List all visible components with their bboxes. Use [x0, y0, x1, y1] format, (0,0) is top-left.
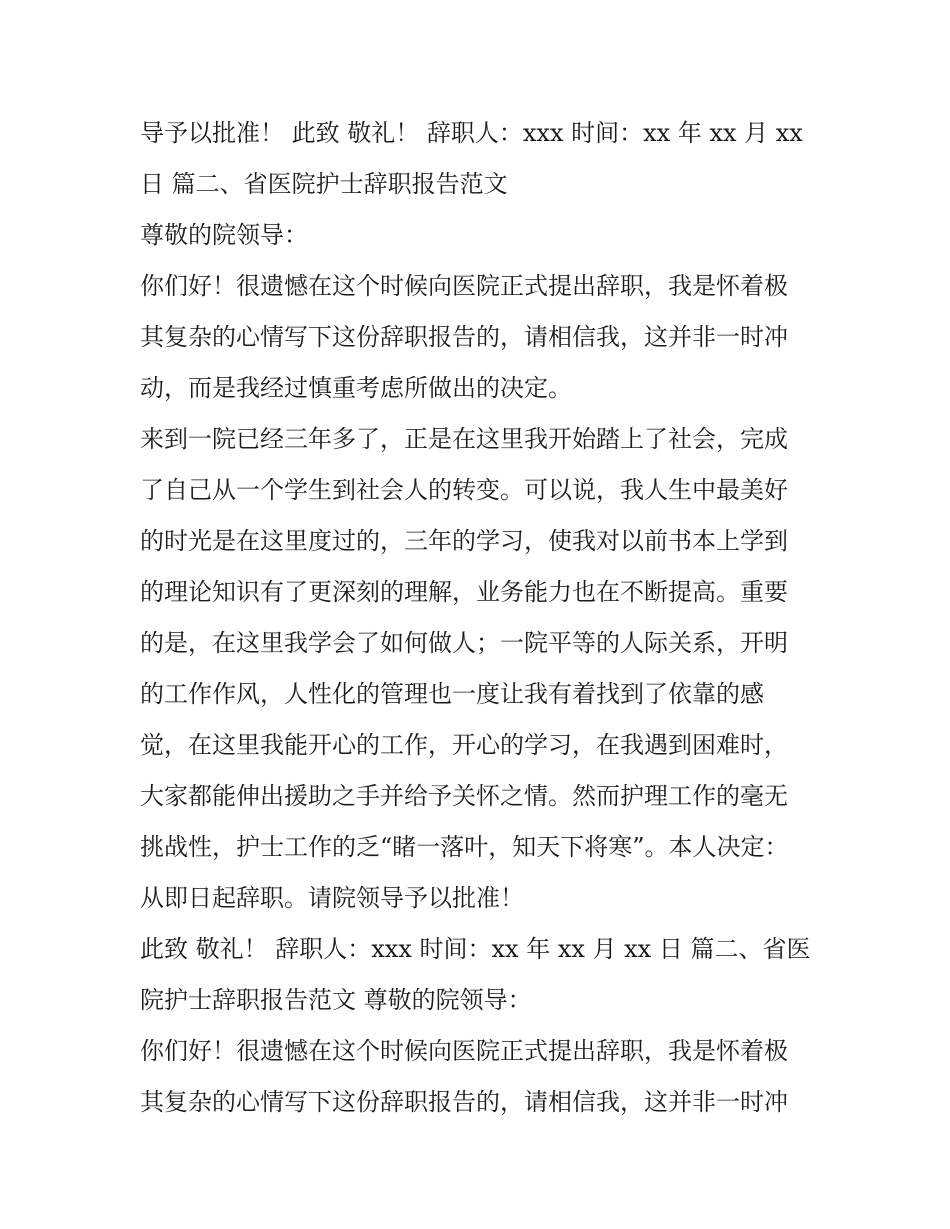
text-line: 你们好！很遗憾在这个时候向医院正式提出辞职，我是怀着极 [140, 271, 788, 300]
text-line: 了自己从一个学生到社会人的转变。可以说，我人生中最美好 [140, 475, 788, 504]
text-line: 此致 敬礼！ 辞职人：xxx 时间：xx 年 xx 月 xx 日 篇二、省医 [140, 934, 811, 963]
document-body [140, 108, 820, 1128]
text-line: 挑战性，护士工作的乏“睹一落叶，知天下将寒”。本人决定： [140, 832, 789, 861]
text-line: 的理论知识有了更深刻的理解，业务能力也在不断提高。重要 [140, 577, 788, 606]
text-line: 你们好！很遗憾在这个时候向医院正式提出辞职，我是怀着极 [140, 1036, 788, 1065]
text-line: 觉，在这里我能开心的工作，开心的学习，在我遇到困难时， [140, 730, 788, 759]
text-line: 从即日起辞职。请院领导予以批准！ [140, 883, 524, 912]
text-line: 的是，在这里我学会了如何做人；一院平等的人际关系，开明 [140, 628, 788, 657]
text-line: 导予以批准！ 此致 敬礼！ 辞职人：xxx 时间：xx 年 xx 月 xx [140, 118, 803, 147]
text-line: 的工作作风，人性化的管理也一度让我有着找到了依靠的感 [140, 679, 764, 708]
text-line: 尊敬的院领导： [140, 220, 308, 249]
text-line: 日 篇二、省医院护士辞职报告范文 [140, 169, 508, 198]
text-line: 大家都能伸出援助之手并给予关怀之情。然而护理工作的毫无 [140, 781, 788, 810]
text-line: 来到一院已经三年多了，正是在这里我开始踏上了社会，完成 [140, 424, 788, 453]
text-line: 其复杂的心情写下这份辞职报告的，请相信我，这并非一时冲 [140, 322, 788, 351]
text-line: 院护士辞职报告范文 尊敬的院领导： [140, 985, 532, 1014]
text-line: 的时光是在这里度过的，三年的学习，使我对以前书本上学到 [140, 526, 788, 555]
text-line: 动，而是我经过慎重考虑所做出的决定。 [140, 373, 572, 402]
text-line: 其复杂的心情写下这份辞职报告的，请相信我，这并非一时冲 [140, 1087, 788, 1116]
